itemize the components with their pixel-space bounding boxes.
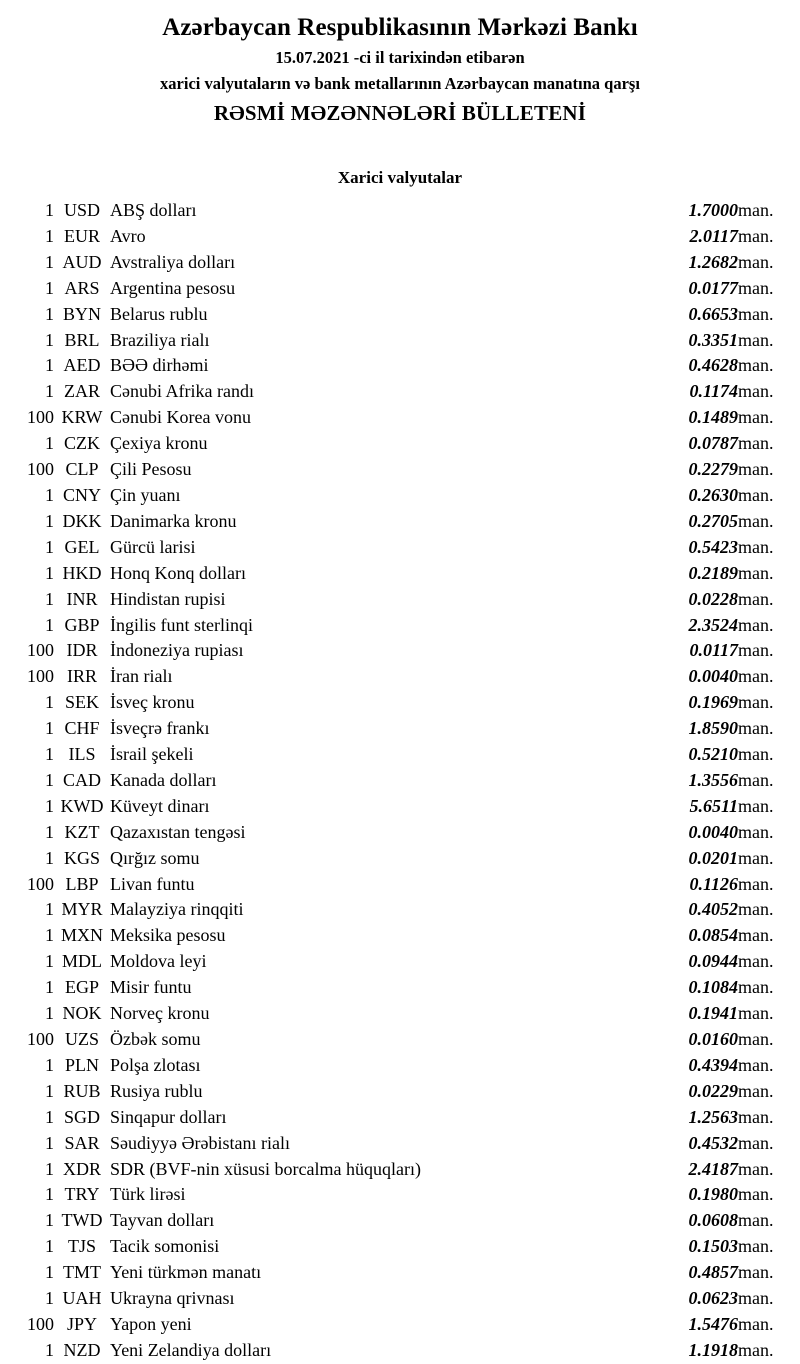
currency-rate: 0.0040: [688, 821, 738, 842]
currency-name: Avstraliya dolları: [110, 251, 236, 272]
currency-rate: 0.1980: [688, 1184, 738, 1205]
currency-unit: man.: [738, 562, 774, 583]
currency-rate: 2.4187: [688, 1158, 738, 1179]
currency-code: TMT: [63, 1262, 101, 1283]
table-row: [0, 457, 800, 483]
currency-rate: 0.0787: [688, 433, 738, 454]
currency-code: CHF: [64, 718, 100, 739]
currency-code: LBP: [65, 873, 99, 894]
currency-amount: 1: [45, 433, 54, 454]
currency-name: Braziliya rialı: [110, 329, 210, 350]
currency-name: İngilis funt sterlinqi: [110, 614, 253, 635]
currency-unit: man.: [738, 692, 774, 713]
currency-name: İndoneziya rupiası: [110, 640, 244, 661]
currency-code: IDR: [66, 640, 98, 661]
currency-rate: 0.2279: [688, 459, 738, 480]
currency-rate: 0.4532: [688, 1132, 738, 1153]
table-row: [0, 1001, 800, 1027]
currency-name: Yeni türkmən manatı: [110, 1262, 262, 1283]
currency-amount: 100: [27, 640, 54, 661]
currency-code: NZD: [63, 1339, 101, 1360]
table-row: [0, 949, 800, 975]
currency-rate: 0.0608: [688, 1210, 738, 1231]
currency-code: SEK: [64, 692, 99, 713]
currency-amount: 100: [27, 459, 54, 480]
currency-amount: 100: [27, 1313, 54, 1334]
currency-code: ILS: [68, 744, 96, 765]
currency-unit: man.: [738, 1288, 774, 1309]
currency-unit: man.: [738, 1132, 774, 1153]
currency-amount: 1: [45, 303, 54, 324]
currency-amount: 1: [45, 200, 54, 220]
table-row: [0, 846, 800, 872]
table-row: [0, 897, 800, 923]
currency-unit: man.: [738, 1236, 774, 1257]
currency-rate: 0.2705: [688, 510, 738, 531]
currency-rate: 0.0160: [688, 1029, 738, 1049]
currency-code: TJS: [67, 1236, 96, 1257]
currency-name: Hindistan rupisi: [110, 588, 226, 609]
currency-rate: 2.0117: [689, 225, 738, 246]
currency-name: Küveyt dinarı: [110, 795, 210, 816]
table-row: [0, 509, 800, 535]
table-row: [0, 664, 800, 690]
currency-unit: man.: [738, 510, 774, 531]
currency-code: ARS: [64, 277, 100, 298]
currency-amount: 1: [45, 1080, 54, 1101]
currency-unit: man.: [738, 459, 774, 480]
currency-name: Özbək somu: [110, 1029, 201, 1049]
currency-name: Meksika pesosu: [110, 925, 226, 946]
currency-unit: man.: [738, 1313, 774, 1334]
currency-name: Rusiya rublu: [110, 1080, 203, 1101]
table-row: [0, 198, 800, 224]
currency-name: Səudiyyə Ərəbistanı rialı: [110, 1132, 290, 1153]
currency-code: GEL: [64, 536, 100, 557]
currency-code: AED: [63, 355, 101, 376]
currency-unit: man.: [738, 925, 774, 946]
currency-rate: 1.2563: [688, 1106, 738, 1127]
currency-amount: 1: [45, 1003, 54, 1024]
currency-name: İsveçrə frankı: [110, 718, 210, 739]
currency-unit: man.: [738, 977, 774, 998]
currency-name: İsveç kronu: [110, 692, 195, 713]
currency-amount: 100: [27, 1029, 54, 1049]
currency-unit: man.: [738, 200, 774, 220]
currency-amount: 1: [45, 1262, 54, 1283]
currency-name: Çexiya kronu: [110, 433, 208, 454]
currency-unit: man.: [738, 1106, 774, 1127]
currency-code: DKK: [62, 510, 102, 531]
table-row: [0, 379, 800, 405]
currency-unit: man.: [738, 873, 774, 894]
currency-rate: 0.2630: [688, 484, 738, 505]
table-row: [0, 1260, 800, 1286]
currency-rate: 0.4628: [688, 355, 738, 376]
currency-name: BƏƏ dirhəmi: [110, 355, 209, 376]
bulletin-title: RƏSMİ MƏZƏNNƏLƏRİ BÜLLETENİ: [213, 101, 587, 125]
currency-amount: 1: [45, 536, 54, 557]
table-row: [0, 1105, 800, 1131]
currency-amount: 100: [27, 666, 54, 687]
currency-rate: 0.1941: [688, 1003, 738, 1024]
currency-rate: 0.3351: [688, 329, 738, 350]
section-title-foreign-currencies: Xarici valyutalar: [337, 168, 463, 187]
currency-unit: man.: [738, 666, 774, 687]
currency-rate: 0.0944: [688, 951, 738, 972]
currency-code: SGD: [63, 1106, 100, 1127]
currency-amount: 1: [45, 1236, 54, 1257]
table-row: [0, 1079, 800, 1105]
currency-unit: man.: [738, 1210, 774, 1231]
currency-unit: man.: [738, 1184, 774, 1205]
table-row: [0, 224, 800, 250]
currency-unit: man.: [738, 1262, 774, 1283]
currency-code: CNY: [62, 484, 101, 505]
currency-code: CLP: [65, 459, 99, 480]
table-row: [0, 820, 800, 846]
currency-name: ABŞ dolları: [110, 200, 197, 220]
currency-unit: man.: [738, 355, 774, 376]
table-row: [0, 794, 800, 820]
table-row: [0, 1157, 800, 1183]
table-row: [0, 768, 800, 794]
table-row: [0, 1234, 800, 1260]
currency-amount: 1: [45, 1184, 54, 1205]
currency-amount: 1: [45, 795, 54, 816]
currency-unit: man.: [738, 225, 774, 246]
table-row: [0, 1338, 800, 1364]
currency-rate: 1.8590: [688, 718, 738, 739]
currency-rate: 0.1174: [689, 381, 738, 402]
table-row: [0, 1027, 800, 1053]
currency-amount: 1: [45, 562, 54, 583]
currency-amount: 1: [45, 614, 54, 635]
table-row: [0, 535, 800, 561]
currency-amount: 1: [45, 1106, 54, 1127]
currency-code: KWD: [60, 795, 104, 816]
table-row: [0, 405, 800, 431]
currency-unit: man.: [738, 821, 774, 842]
currency-code: TWD: [61, 1210, 103, 1231]
table-row: [0, 353, 800, 379]
currency-unit: man.: [738, 795, 774, 816]
currency-amount: 100: [27, 407, 54, 428]
currency-rate: 0.6653: [688, 303, 738, 324]
currency-name: Çin yuanı: [110, 484, 181, 505]
currency-amount: 1: [45, 769, 54, 790]
currency-rate: 2.3524: [688, 614, 738, 635]
currency-name: Yeni Zelandiya dolları: [110, 1339, 272, 1360]
currency-rate: 0.0177: [688, 277, 738, 298]
currency-name: Danimarka kronu: [110, 510, 237, 531]
table-row: [0, 690, 800, 716]
table-row: [0, 1208, 800, 1234]
currency-name: Cənubi Korea vonu: [110, 407, 251, 428]
currency-amount: 1: [45, 847, 54, 868]
currency-amount: 1: [45, 1054, 54, 1075]
currency-unit: man.: [738, 951, 774, 972]
table-row: [0, 975, 800, 1001]
currency-code: USD: [63, 200, 100, 220]
currency-rate: 0.0117: [689, 640, 738, 661]
currency-unit: man.: [738, 407, 774, 428]
currency-code: XDR: [62, 1158, 101, 1179]
currency-amount: 1: [45, 510, 54, 531]
currency-code: UAH: [62, 1288, 102, 1309]
table-row: [0, 276, 800, 302]
currency-name: Çili Pesosu: [110, 459, 192, 480]
currency-rate: 0.2189: [688, 562, 738, 583]
table-row: [0, 1286, 800, 1312]
document-subtitle: xarici valyutaların və bank metallarının Azərbaycan manatına qarşı: [160, 74, 640, 93]
currency-unit: man.: [738, 1003, 774, 1024]
currency-rate: 0.0228: [688, 588, 738, 609]
table-row: [0, 613, 800, 639]
currency-name: İran rialı: [110, 666, 173, 687]
currency-unit: man.: [738, 536, 774, 557]
currency-rate: 0.0201: [688, 847, 738, 868]
table-row: [0, 250, 800, 276]
currency-name: Livan funtu: [110, 873, 195, 894]
currency-unit: man.: [738, 744, 774, 765]
currency-unit: man.: [738, 433, 774, 454]
currency-amount: 1: [45, 1210, 54, 1231]
currency-rate: 0.5210: [688, 744, 738, 765]
currency-name: Gürcü larisi: [110, 536, 196, 557]
currency-name: Malayziya rinqqiti: [110, 899, 244, 920]
currency-amount: 1: [45, 899, 54, 920]
currency-rate: 1.3556: [688, 769, 738, 790]
currency-name: Yapon yeni: [110, 1313, 192, 1334]
currency-unit: man.: [738, 769, 774, 790]
currency-amount: 1: [45, 329, 54, 350]
currency-unit: man.: [738, 1158, 774, 1179]
currency-unit: man.: [738, 1029, 774, 1049]
currency-code: BYN: [62, 303, 101, 324]
currency-rate: 0.1126: [689, 873, 738, 894]
currency-unit: man.: [738, 640, 774, 661]
currency-unit: man.: [738, 277, 774, 298]
currency-amount: 1: [45, 251, 54, 272]
table-row: [0, 638, 800, 664]
currency-unit: man.: [738, 1080, 774, 1101]
currency-rate: 1.7000: [688, 200, 738, 220]
currency-name: Tacik somonisi: [110, 1236, 220, 1257]
currency-name: Honq Konq dolları: [110, 562, 246, 583]
currency-amount: 1: [45, 588, 54, 609]
currency-code: EGP: [64, 977, 99, 998]
currency-name: Türk lirəsi: [110, 1184, 186, 1205]
table-row: [0, 716, 800, 742]
currency-code: KZT: [64, 821, 100, 842]
currency-amount: 1: [45, 1158, 54, 1179]
table-row: [0, 923, 800, 949]
table-row: [0, 1053, 800, 1079]
currency-amount: 1: [45, 951, 54, 972]
currency-amount: 1: [45, 1339, 54, 1360]
currency-unit: man.: [738, 614, 774, 635]
currency-code: MYR: [61, 899, 103, 920]
currency-name: Qazaxıstan tengəsi: [110, 821, 246, 842]
currency-name: Belarus rublu: [110, 303, 208, 324]
currency-rate: 1.1918: [688, 1339, 738, 1360]
table-row: [0, 431, 800, 457]
currency-code: HKD: [62, 562, 102, 583]
currency-code: JPY: [66, 1313, 97, 1334]
currency-code: KGS: [63, 847, 100, 868]
bank-name-title: Azərbaycan Respublikasının Mərkəzi Bankı: [162, 14, 638, 41]
currency-code: EUR: [64, 225, 100, 246]
currency-code: GBP: [64, 614, 100, 635]
currency-rate: 0.4052: [688, 899, 738, 920]
currency-unit: man.: [738, 329, 774, 350]
currency-name: Norveç kronu: [110, 1003, 210, 1024]
currency-code: MDL: [62, 951, 102, 972]
currency-unit: man.: [738, 847, 774, 868]
currency-rate: 0.0623: [688, 1288, 738, 1309]
currency-unit: man.: [738, 899, 774, 920]
currency-code: CZK: [64, 433, 100, 454]
document-header: [0, 14, 800, 126]
currency-code: AUD: [62, 251, 102, 272]
currency-amount: 1: [45, 355, 54, 376]
currency-amount: 1: [45, 821, 54, 842]
effective-date-line: 15.07.2021 -ci il tarixindən etibarən: [275, 48, 525, 67]
table-row: [0, 561, 800, 587]
currency-name: Avro: [110, 225, 146, 246]
currency-name: Moldova leyi: [110, 951, 207, 972]
currency-code: UZS: [64, 1029, 99, 1049]
currency-code: NOK: [62, 1003, 102, 1024]
currency-unit: man.: [738, 588, 774, 609]
currency-amount: 1: [45, 1288, 54, 1309]
table-row: [0, 872, 800, 898]
currency-rate: 0.1503: [688, 1236, 738, 1257]
currency-amount: 1: [45, 277, 54, 298]
currency-rate: 0.1084: [688, 977, 738, 998]
currency-unit: man.: [738, 718, 774, 739]
currency-amount: 1: [45, 925, 54, 946]
currency-code: INR: [66, 588, 98, 609]
currency-code: TRY: [64, 1184, 100, 1205]
currency-code: RUB: [63, 1080, 101, 1101]
currency-rate: 0.1969: [688, 692, 738, 713]
currency-code: KRW: [61, 407, 103, 428]
currency-rate: 0.4857: [688, 1262, 738, 1283]
currency-name: Cənubi Afrika randı: [110, 381, 254, 402]
currency-name: Polşa zlotası: [110, 1054, 201, 1075]
currency-name: İsrail şekeli: [110, 744, 194, 765]
currency-code: CAD: [62, 769, 101, 790]
currency-amount: 1: [45, 977, 54, 998]
currency-unit: man.: [738, 1054, 774, 1075]
currency-unit: man.: [738, 303, 774, 324]
currency-amount: 1: [45, 225, 54, 246]
currency-amount: 100: [27, 873, 54, 894]
currency-amount: 1: [45, 744, 54, 765]
currency-name: Kanada dolları: [110, 769, 217, 790]
currency-unit: man.: [738, 251, 774, 272]
currency-name: Qırğız somu: [110, 847, 200, 868]
table-row: [0, 483, 800, 509]
currency-code: SAR: [64, 1132, 100, 1153]
currency-rate: 1.2682: [688, 251, 738, 272]
currency-rate: 0.5423: [688, 536, 738, 557]
currency-amount: 1: [45, 1132, 54, 1153]
currency-rates-table: [0, 198, 800, 1364]
currency-rates-body: [0, 198, 800, 1364]
currency-rate: 0.0040: [688, 666, 738, 687]
currency-rate: 0.1489: [688, 407, 738, 428]
currency-unit: man.: [738, 1339, 774, 1360]
currency-unit: man.: [738, 381, 774, 402]
currency-rate: 5.6511: [689, 795, 738, 816]
currency-rate: 1.5476: [688, 1313, 738, 1334]
currency-amount: 1: [45, 381, 54, 402]
currency-name: Misir funtu: [110, 977, 192, 998]
currency-amount: 1: [45, 692, 54, 713]
currency-name: Ukrayna qrivnası: [110, 1288, 235, 1309]
table-row: [0, 1312, 800, 1338]
currency-code: ZAR: [64, 381, 100, 402]
currency-rate: 0.0229: [688, 1080, 738, 1101]
currency-code: MXN: [60, 925, 103, 946]
table-row: [0, 1182, 800, 1208]
currency-name: Tayvan dolları: [110, 1210, 215, 1231]
currency-amount: 1: [45, 718, 54, 739]
table-row: [0, 1131, 800, 1157]
table-row: [0, 742, 800, 768]
currency-name: Argentina pesosu: [110, 277, 236, 298]
currency-code: IRR: [66, 666, 97, 687]
table-row: [0, 302, 800, 328]
currency-unit: man.: [738, 484, 774, 505]
table-row: [0, 587, 800, 613]
currency-name: Sinqapur dolları: [110, 1106, 227, 1127]
currency-name: SDR (BVF-nin xüsusi borcalma hüquqları): [110, 1158, 421, 1179]
currency-amount: 1: [45, 484, 54, 505]
currency-rate: 0.0854: [688, 925, 738, 946]
table-row: [0, 328, 800, 354]
currency-code: BRL: [64, 329, 100, 350]
currency-code: PLN: [64, 1054, 99, 1075]
currency-rate: 0.4394: [688, 1054, 738, 1075]
